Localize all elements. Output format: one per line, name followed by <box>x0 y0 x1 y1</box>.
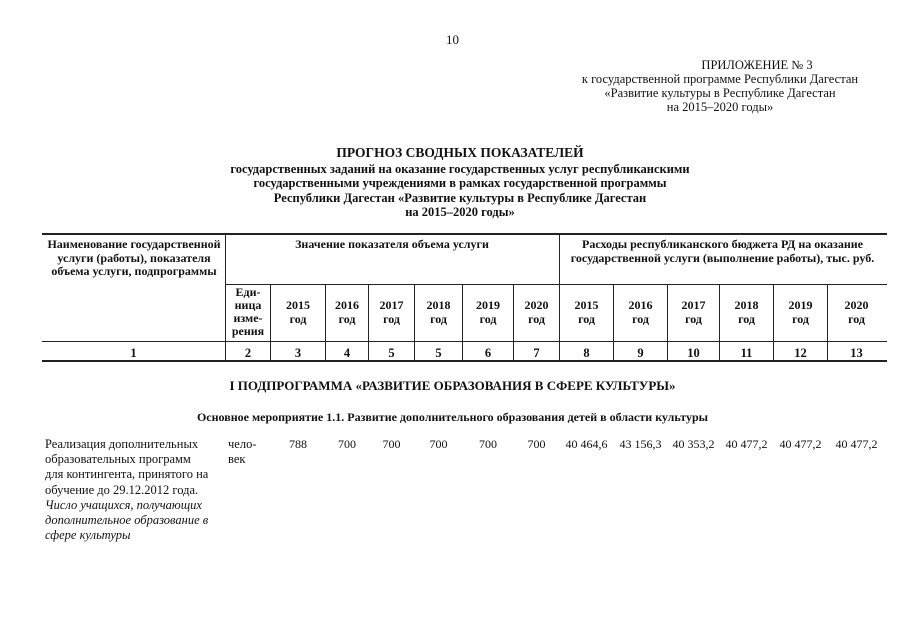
expense-value: 40 477,2 <box>835 437 878 451</box>
year-value: 2019 <box>476 298 500 312</box>
appendix-line: к государственной программе Республики Дагестан <box>581 72 859 86</box>
volume-header-divider <box>226 284 560 285</box>
year-value: 2015 <box>286 298 310 312</box>
column-number: 12 <box>794 346 807 360</box>
expense-header-divider <box>560 284 887 285</box>
column-number: 3 <box>294 346 302 360</box>
column-number: 8 <box>583 346 590 360</box>
subprogram-title: I ПОДПРОГРАММА «РАЗВИТИЕ ОБРАЗОВАНИЯ В СФЕРЕ КУЛЬТУРЫ» <box>229 378 676 393</box>
column-number: 11 <box>740 346 753 360</box>
year-value: 2020 <box>524 298 549 312</box>
header-unit-line: изме- <box>233 311 263 325</box>
volume-value: 700 <box>382 437 401 451</box>
column-number: 6 <box>484 346 492 360</box>
indicator-line: сфере культуры <box>45 528 131 543</box>
column-number: 2 <box>244 346 252 360</box>
measure-title: Основное мероприятие 1.1. Развитие дополнительного образования детей в области культуры <box>196 410 709 424</box>
year-suffix: год <box>632 312 649 326</box>
expense-value: 40 477,2 <box>725 437 768 451</box>
year-value: 2017 <box>681 298 706 312</box>
service-name-line: образовательных программ <box>45 452 191 467</box>
title-line: Республики Дагестан «Развитие культуры в Республике Дагестан <box>273 190 647 205</box>
title-main: ПРОГНОЗ СВОДНЫХ ПОКАЗАТЕЛЕЙ <box>336 145 584 160</box>
indicator-line: Число учащихся, получающих <box>45 497 202 512</box>
year-value: 2018 <box>734 298 759 312</box>
unit-line: чело- <box>228 437 257 451</box>
year-header <box>415 298 462 326</box>
header-bottom-border <box>42 341 887 342</box>
page-number: 10 <box>446 32 459 47</box>
year-value: 2017 <box>379 298 404 312</box>
year-suffix: год <box>578 312 595 326</box>
header-service-name: Наименование государственной услуги (работы), показателя объема услуги, подпрограммы <box>47 237 221 278</box>
title-line: государственных заданий на оказание государственных услуг республиканскими <box>230 161 690 176</box>
year-header <box>326 298 368 326</box>
unit-line: век <box>228 452 246 467</box>
column-number: 10 <box>687 346 700 360</box>
year-value: 2015 <box>574 298 599 312</box>
column-number: 5 <box>388 346 395 360</box>
column-number: 4 <box>343 346 351 360</box>
year-value: 2020 <box>844 298 869 312</box>
service-unit-cell <box>228 437 257 467</box>
year-header <box>614 298 667 326</box>
header-unit-line: Еди- <box>235 285 261 299</box>
header-unit-line: рения <box>231 324 265 338</box>
volume-value: 700 <box>338 437 356 451</box>
year-header <box>828 298 885 326</box>
column-number: 5 <box>435 346 442 360</box>
appendix-title: ПРИЛОЖЕНИЕ № 3 <box>701 58 813 72</box>
column-number: 7 <box>533 346 540 360</box>
year-suffix: год <box>738 312 755 326</box>
year-suffix: год <box>528 312 545 326</box>
document-title <box>150 146 770 220</box>
year-suffix: год <box>685 312 702 326</box>
service-name-line: для контингента, принятого на <box>45 467 209 482</box>
year-suffix: год <box>338 312 356 326</box>
appendix-block <box>560 58 880 114</box>
volume-value: 700 <box>479 437 497 451</box>
header-volume-value: Значение показателя объема услуги <box>295 237 489 251</box>
year-header <box>271 298 325 326</box>
expense-value: 43 156,3 <box>619 437 662 451</box>
title-line: на 2015–2020 годы» <box>405 205 515 219</box>
service-name-cell <box>45 437 225 543</box>
year-header <box>560 298 613 326</box>
year-value: 2016 <box>335 298 359 312</box>
column-number: 13 <box>850 346 863 360</box>
year-suffix: год <box>430 312 447 326</box>
service-name-line: обучение до 29.12.2012 года. <box>45 482 199 497</box>
year-header <box>720 298 773 326</box>
service-name-line: Реализация дополнительных <box>45 437 199 451</box>
header-unit <box>226 286 270 338</box>
year-header <box>369 298 414 326</box>
year-value: 2018 <box>426 298 451 312</box>
volume-value: 788 <box>289 437 307 451</box>
year-value: 2019 <box>788 298 813 312</box>
year-suffix: год <box>479 312 497 326</box>
year-header <box>514 298 559 326</box>
expense-value: 40 477,2 <box>779 437 822 451</box>
title-line: государственными учреждениями в рамках государственной программы <box>253 176 667 190</box>
year-suffix: год <box>848 312 865 326</box>
table-top-border <box>42 233 887 235</box>
year-suffix: год <box>792 312 809 326</box>
year-suffix: год <box>289 312 307 326</box>
year-value: 2016 <box>628 298 653 312</box>
volume-value: 700 <box>527 437 546 451</box>
column-number: 9 <box>637 346 644 360</box>
expense-value: 40 464,6 <box>565 437 608 451</box>
indicator-line: дополнительное образование в <box>45 513 209 528</box>
year-header <box>774 298 827 326</box>
expense-value: 40 353,2 <box>672 437 715 451</box>
year-header <box>463 298 513 326</box>
year-suffix: год <box>383 312 400 326</box>
year-header <box>668 298 719 326</box>
appendix-line: «Развитие культуры в Республике Дагестан <box>604 86 836 100</box>
header-budget-expenses: Расходы республиканского бюджета РД на оказание государственной услуги (выполнение работы), тыс. руб. <box>570 237 875 265</box>
column-number: 1 <box>130 346 137 360</box>
header-unit-line: ница <box>234 298 262 312</box>
appendix-line: на 2015–2020 годы» <box>666 100 774 114</box>
volume-value: 700 <box>429 437 448 451</box>
